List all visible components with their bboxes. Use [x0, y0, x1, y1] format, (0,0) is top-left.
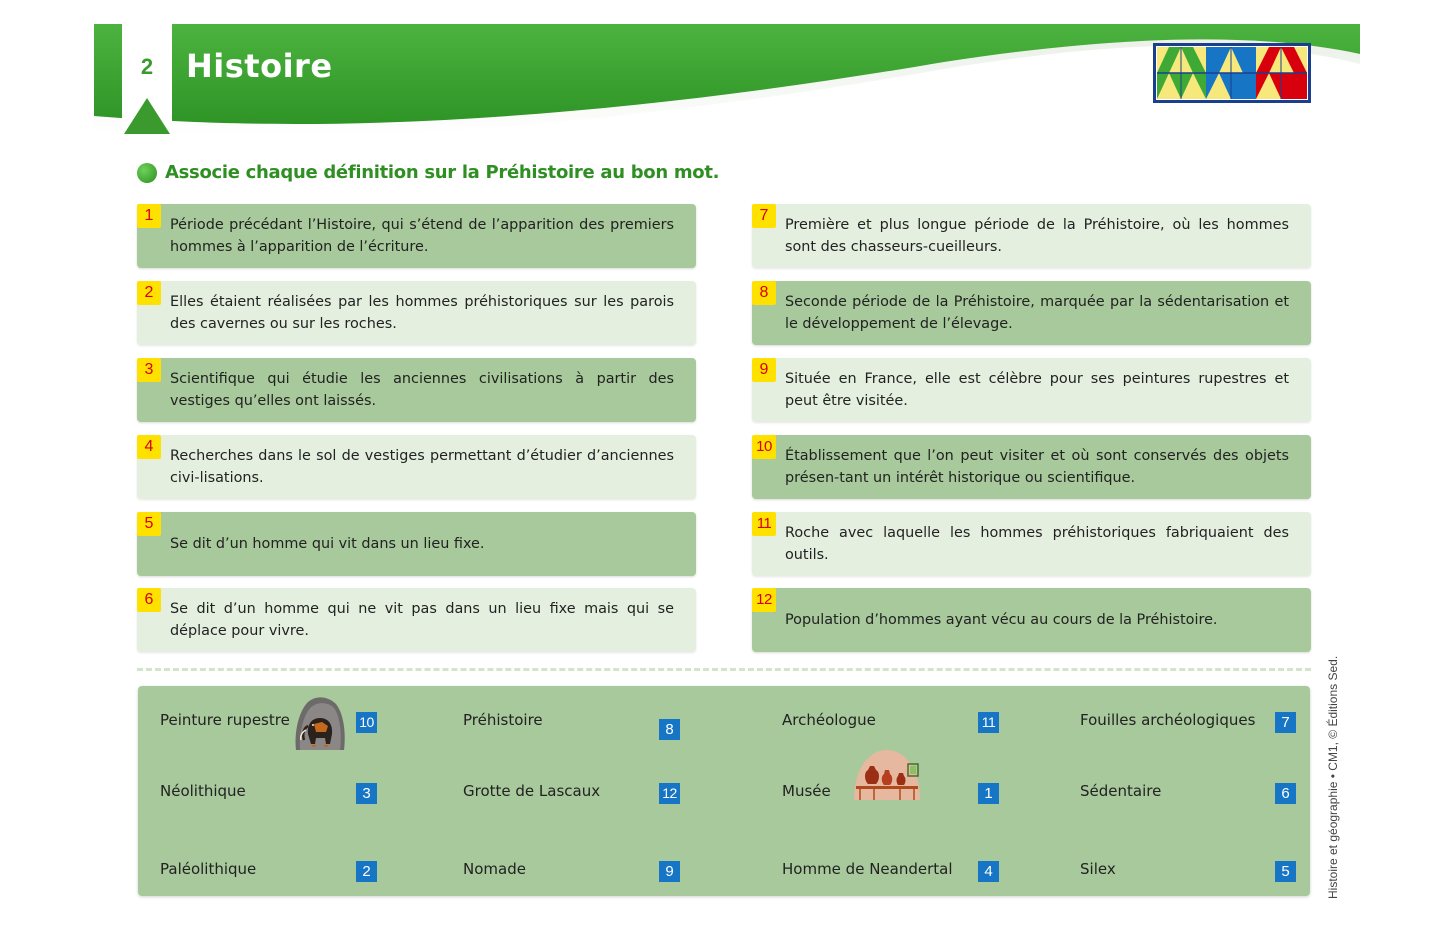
- definition-text: Roche avec laquelle les hommes préhistoriques fabriquaient des outils.: [785, 525, 1289, 563]
- word-label: Préhistoire: [463, 711, 543, 729]
- definition-number: 2: [137, 281, 161, 305]
- definition-number: 4: [137, 435, 161, 459]
- definition-text: Elles étaient réalisées par les hommes préhistoriques sur les parois des cavernes ou sur les roches.: [170, 294, 674, 332]
- definition-number: 8: [752, 281, 776, 305]
- definition-text: Se dit d’un homme qui vit dans un lieu fixe.: [170, 536, 485, 552]
- definition-number: 12: [752, 588, 776, 612]
- definition-number: 7: [752, 204, 776, 228]
- definition-card-9: [752, 358, 1311, 422]
- definition-card-3: [137, 358, 696, 422]
- definition-text: Population d’hommes ayant vécu au cours de la Préhistoire.: [785, 612, 1218, 628]
- word-number: 2: [356, 861, 377, 882]
- word-number: 8: [659, 719, 680, 740]
- chapter-tab: [122, 24, 172, 136]
- definition-card-8: [752, 281, 1311, 345]
- definition-number: 1: [137, 204, 161, 228]
- definition-text: Située en France, elle est célèbre pour ses peintures rupestres et peut être visitée.: [785, 371, 1289, 409]
- definition-card-12: [752, 588, 1311, 652]
- mammoth-cave-icon: [292, 694, 348, 752]
- word-label: Homme de Neandertal: [782, 860, 953, 878]
- museum-vases-icon: [852, 748, 922, 800]
- word-number: 1: [978, 783, 999, 804]
- word-number: 9: [659, 861, 680, 882]
- definition-card-2: [137, 281, 696, 345]
- definition-card-6: [137, 588, 696, 652]
- word-number: 3: [356, 783, 377, 804]
- word-label: Néolithique: [160, 782, 246, 800]
- word-label: Peinture rupestre: [160, 711, 290, 729]
- definition-card-7: [752, 204, 1311, 268]
- word-label: Silex: [1080, 860, 1116, 878]
- word-number: 4: [978, 861, 999, 882]
- definition-text: Établissement que l’on peut visiter et où sont conservés des objets présen-tant un intérêt historique ou scientifique.: [785, 448, 1289, 486]
- definition-card-4: [137, 435, 696, 499]
- definition-text: Première et plus longue période de la Préhistoire, où les hommes sont des chasseurs-cueilleurs.: [785, 217, 1289, 255]
- word-label: Archéologue: [782, 711, 876, 729]
- definition-card-10: [752, 435, 1311, 499]
- word-label: Nomade: [463, 860, 526, 878]
- definition-text: Scientifique qui étudie les anciennes civilisations à partir des vestiges qu’elles ont laissés.: [170, 371, 674, 409]
- definition-number: 9: [752, 358, 776, 382]
- copyright-credit: Histoire et géographie • CM1, © Éditions Sed.: [1326, 655, 1340, 899]
- definition-text: Recherches dans le sol de vestiges permettant d’étudier d’anciennes civi-lisations.: [170, 448, 674, 486]
- definition-text: Période précédant l’Histoire, qui s’étend de l’apparition des premiers hommes à l’apparition de l’écriture.: [170, 217, 674, 255]
- definition-number: 6: [137, 588, 161, 612]
- definition-text: Seconde période de la Préhistoire, marquée par la sédentarisation et le développement de l’élevage.: [785, 294, 1289, 332]
- word-label: Grotte de Lascaux: [463, 782, 601, 800]
- page-title: Histoire: [186, 47, 333, 85]
- definition-card-11: [752, 512, 1311, 576]
- green-dot-icon: [137, 163, 157, 183]
- instruction-text: Associe chaque définition sur la Préhistoire au bon mot.: [165, 162, 720, 183]
- word-number: 7: [1275, 712, 1296, 733]
- word-number: 5: [1275, 861, 1296, 882]
- definition-text: Se dit d’un homme qui ne vit pas dans un lieu fixe mais qui se déplace pour vivre.: [170, 601, 674, 639]
- definition-number: 3: [137, 358, 161, 382]
- triangles-logo-icon: [1153, 43, 1311, 103]
- word-label: Musée: [782, 782, 831, 800]
- definition-number: 11: [752, 512, 776, 536]
- word-number: 12: [659, 783, 680, 804]
- word-label: Sédentaire: [1080, 782, 1162, 800]
- word-label: Fouilles archéologiques: [1080, 711, 1256, 729]
- word-number: 11: [978, 712, 999, 733]
- word-label: Paléolithique: [160, 860, 257, 878]
- instruction: [137, 162, 719, 183]
- dashed-divider: [137, 668, 1311, 671]
- word-number: 6: [1275, 783, 1296, 804]
- chapter-number: 2: [140, 54, 154, 79]
- word-number: 10: [356, 712, 377, 733]
- word-bank: [138, 686, 1310, 896]
- definition-number: 10: [752, 435, 776, 459]
- definition-number: 5: [137, 512, 161, 536]
- definition-card-5: [137, 512, 696, 576]
- definition-card-1: [137, 204, 696, 268]
